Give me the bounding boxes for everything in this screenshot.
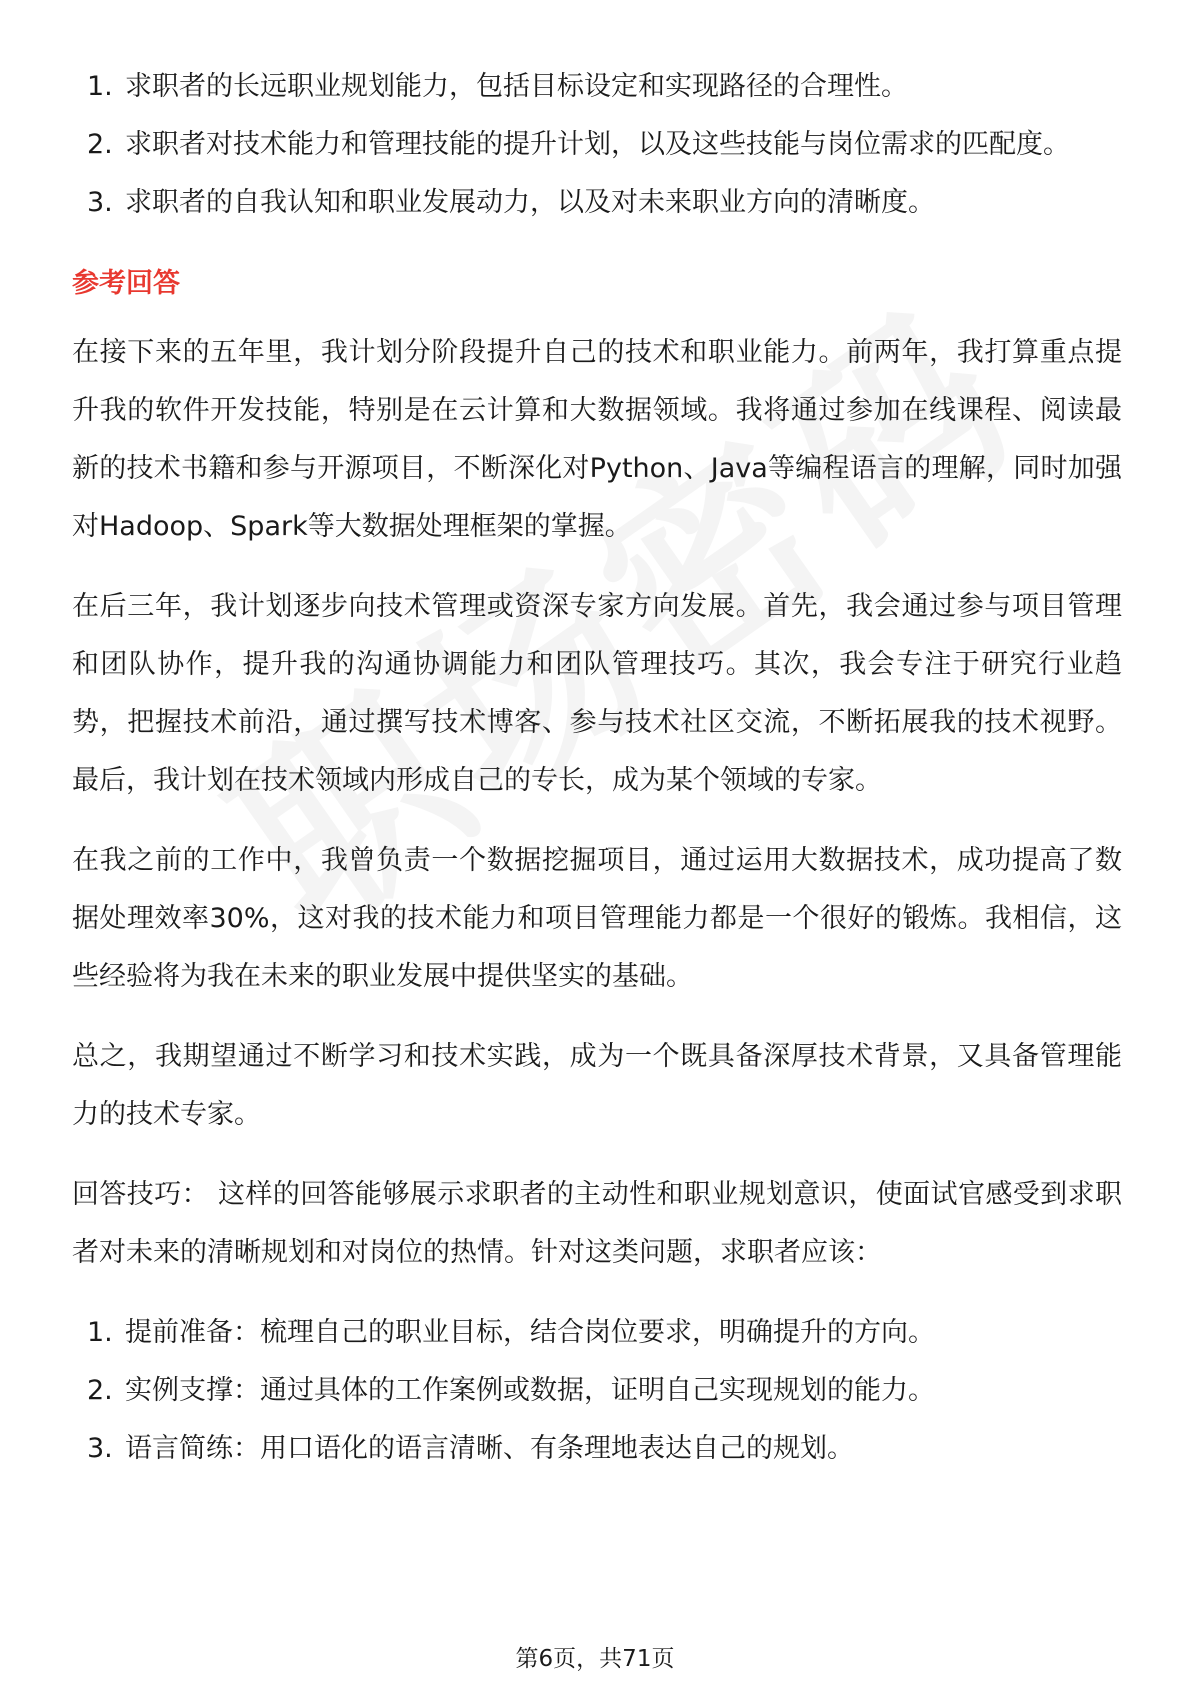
list-item-text: 实例支撑：通过具体的工作案例或数据，证明自己实现规划的能力。 xyxy=(125,1375,935,1406)
tips-list xyxy=(72,1304,1122,1478)
paragraph-1: 在接下来的五年里，我计划分阶段提升自己的技术和职业能力。前两年，我打算重点提升我的软件开发技能，特别是在云计算和大数据领域。我将通过参加在线课程、阅读最新的技术书籍和参与开源项目，不断深化对Python、Java等编程语言的理解，同时加强对Hadoop、Spark等大数据处理框架的掌握。 xyxy=(72,337,1122,542)
list-number: 2. xyxy=(87,129,113,160)
list-item-text: 语言简练：用口语化的语言清晰、有条理地表达自己的规划。 xyxy=(125,1433,854,1464)
section-heading: 参考回答 xyxy=(72,268,180,299)
list-number: 1. xyxy=(87,1317,113,1348)
list-item-text: 提前准备：梳理自己的职业目标，结合岗位要求，明确提升的方向。 xyxy=(125,1317,935,1348)
list-item xyxy=(72,1420,1122,1478)
paragraph-3: 在我之前的工作中，我曾负责一个数据挖掘项目，通过运用大数据技术，成功提高了数据处理效率30%，这对我的技术能力和项目管理能力都是一个很好的锻炼。我相信，这些经验将为我在未来的职业发展中提供坚实的基础。 xyxy=(72,845,1122,992)
list-number: 1. xyxy=(87,71,113,102)
list-item xyxy=(72,174,1122,232)
list-item-text: 求职者的自我认知和职业发展动力，以及对未来职业方向的清晰度。 xyxy=(125,187,935,218)
list-number: 3. xyxy=(87,1433,113,1464)
list-item xyxy=(72,58,1122,116)
list-number: 2. xyxy=(87,1375,113,1406)
page-content xyxy=(72,58,1122,1478)
paragraph-4: 总之，我期望通过不断学习和技术实践，成为一个既具备深厚技术背景，又具备管理能力的技术专家。 xyxy=(72,1041,1122,1130)
list-item xyxy=(72,1362,1122,1420)
evaluation-points-list xyxy=(72,58,1122,232)
list-item-text: 求职者的长远职业规划能力，包括目标设定和实现路径的合理性。 xyxy=(125,71,908,102)
list-item xyxy=(72,1304,1122,1362)
page-footer: 第6页，共71页 xyxy=(515,1646,675,1672)
list-number: 3. xyxy=(87,187,113,218)
list-item-text: 求职者对技术能力和管理技能的提升计划，以及这些技能与岗位需求的匹配度。 xyxy=(125,129,1070,160)
paragraph-2: 在后三年，我计划逐步向技术管理或资深专家方向发展。首先，我会通过参与项目管理和团队协作，提升我的沟通协调能力和团队管理技巧。其次，我会专注于研究行业趋势，把握技术前沿，通过撰写技术博客、参与技术社区交流，不断拓展我的技术视野。最后，我计划在技术领域内形成自己的专长，成为某个领域的专家。 xyxy=(72,591,1122,796)
list-item xyxy=(72,116,1122,174)
answer-tips: 回答技巧： 这样的回答能够展示求职者的主动性和职业规划意识，使面试官感受到求职者对未来的清晰规划和对岗位的热情。针对这类问题，求职者应该： xyxy=(72,1179,1122,1268)
